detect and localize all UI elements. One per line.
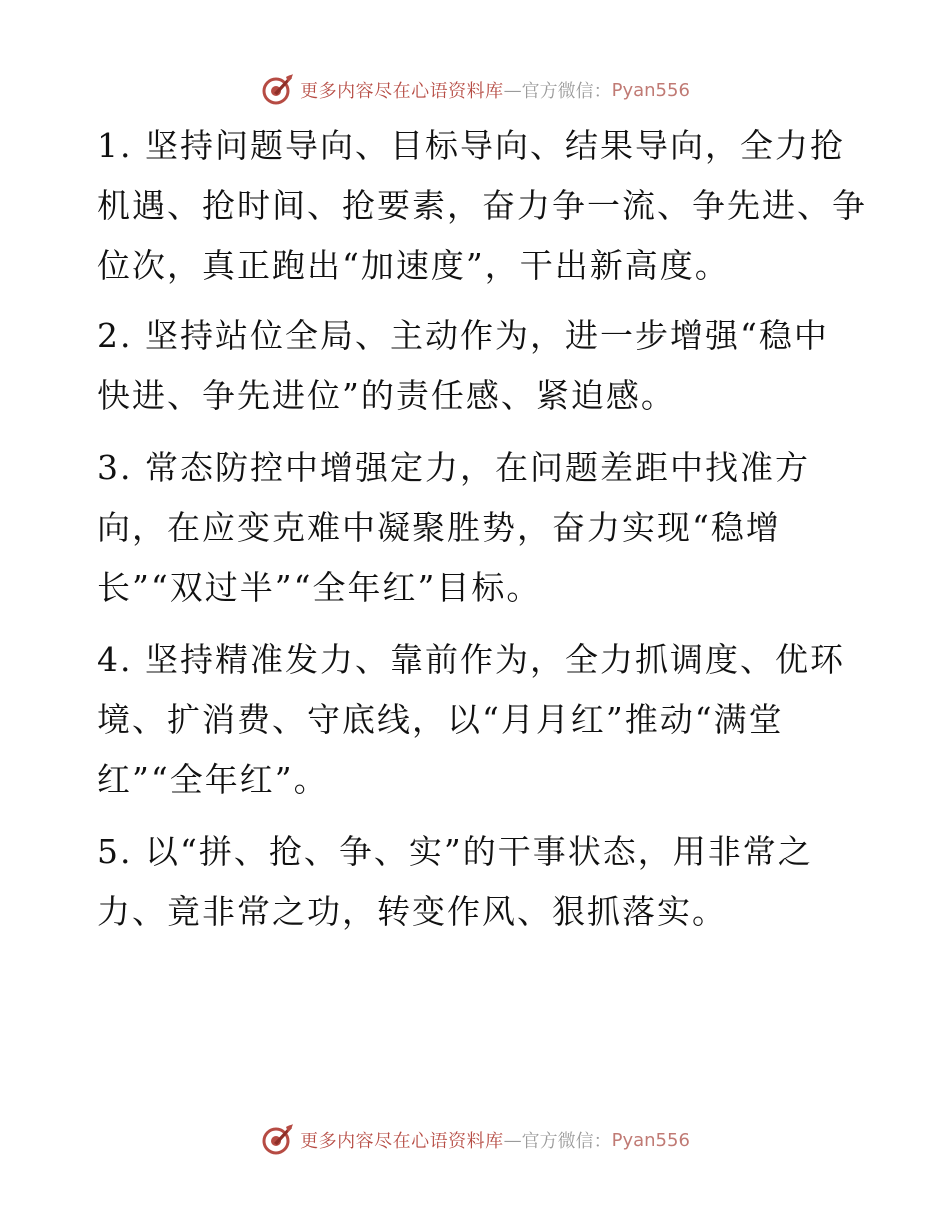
paragraph-5-line-2: 力、竟非常之功，转变作风、狠抓落实。 [97,892,727,931]
paragraph-4-line-3: 红”“全年红”。 [97,760,329,799]
footer-watermark [0,1120,950,1160]
header-watermark [0,70,950,110]
paragraph-2-line-1: 2. 坚持站位全局、主动作为，进一步增强“稳中 [97,316,829,355]
paragraph-1-line-1: 1. 坚持问题导向、目标导向、结果导向，全力抢 [97,126,845,165]
quill-circle-icon [260,73,294,107]
paragraph-3-line-1: 3. 常态防控中增强定力，在问题差距中找准方 [97,448,810,487]
watermark-title: 更多内容尽在心语资料库 [300,81,504,102]
watermark-title: 更多内容尽在心语资料库 [300,1131,504,1152]
watermark-separator: — [503,79,522,101]
paragraph-1-line-2: 机遇、抢时间、抢要素，奋力争一流、争先进、争 [97,186,867,225]
paragraph-5-line-1: 5. 以“拼、抢、争、实”的干事状态，用非常之 [97,832,813,871]
paragraph-3-line-2: 向，在应变克难中凝聚胜势，奋力实现“稳增 [97,508,781,547]
paragraph-2-line-2: 快进、争先进位”的责任感、紧迫感。 [97,376,676,415]
watermark-contact-id: Pyan556 [611,1129,690,1151]
watermark-contact-id: Pyan556 [611,79,690,101]
paragraph-4-line-2: 境、扩消费、守底线，以“月月红”推动“满堂 [97,700,784,739]
watermark-separator: — [503,1129,522,1151]
watermark-contact-label: 官方微信： [521,81,612,102]
watermark-contact-label: 官方微信： [521,1131,612,1152]
quill-circle-icon [260,1123,294,1157]
paragraph-3-line-3: 长”“双过半”“全年红”目标。 [97,568,542,607]
paragraph-1-line-3: 位次，真正跑出“加速度”，干出新高度。 [97,246,730,285]
paragraph-4-line-1: 4. 坚持精准发力、靠前作为，全力抓调度、优环 [97,640,845,679]
